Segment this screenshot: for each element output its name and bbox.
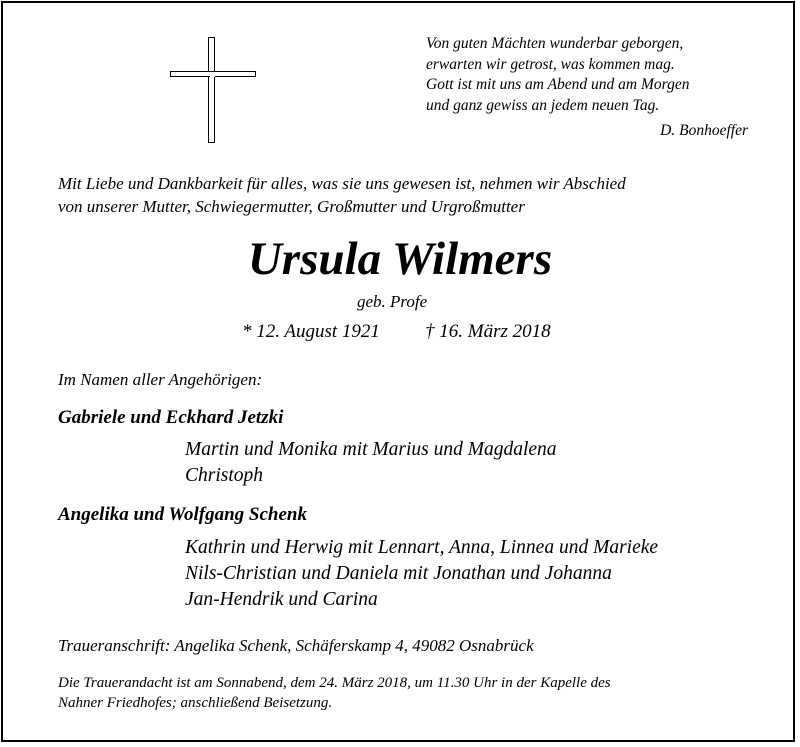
mourning-address: Traueranschrift: Angelika Schenk, Schäferskamp 4, 49082 Osnabrück xyxy=(58,636,534,655)
family-head: Gabriele und Eckhard Jetzki xyxy=(58,407,284,428)
intro-text xyxy=(58,172,626,218)
family-member-line: Christoph xyxy=(185,465,264,486)
family-members xyxy=(185,535,658,613)
family-head: Angelika und Wolfgang Schenk xyxy=(58,504,307,525)
intro-line: Mit Liebe und Dankbarkeit für alles, was sie uns gewesen ist, nehmen wir Abschied xyxy=(58,174,626,193)
service-line: Die Trauerandacht ist am Sonnabend, dem 24. März 2018, um 11.30 Uhr in der Kapelle des xyxy=(58,675,611,691)
poem-line: Von guten Mächten wunderbar geborgen, xyxy=(426,35,684,52)
poem-line: erwarten wir getrost, was kommen mag. xyxy=(426,55,675,73)
deceased-name: Ursula Wilmers xyxy=(247,233,553,285)
family-member-line: Martin und Monika mit Marius und Magdalena xyxy=(185,439,557,460)
poem xyxy=(426,34,690,116)
poem-author: D. Bonhoeffer xyxy=(660,122,748,139)
family-member-line: Nils-Christian und Daniela mit Jonathan und Johanna xyxy=(185,563,612,584)
intro-line: von unserer Mutter, Schwiegermutter, Großmutter und Urgroßmutter xyxy=(58,197,525,216)
on-behalf-label: Im Namen aller Angehörigen: xyxy=(58,370,263,389)
birth-date: * 12. August 1921 xyxy=(242,321,380,342)
family-members xyxy=(185,437,557,489)
family-member-line: Kathrin und Herwig mit Lennart, Anna, Linnea und Marieke xyxy=(185,537,659,558)
service-info xyxy=(58,673,611,713)
service-line: Nahner Friedhofes; anschließend Beisetzung. xyxy=(58,695,333,711)
family-member-line: Jan-Hendrik und Carina xyxy=(185,589,378,610)
cross-icon xyxy=(170,37,258,143)
death-date: † 16. März 2018 xyxy=(425,321,551,342)
poem-line: Gott ist mit uns am Abend und am Morgen xyxy=(426,76,690,93)
maiden-name: geb. Profe xyxy=(357,292,428,311)
poem-line: und ganz gewiss an jedem neuen Tag. xyxy=(426,96,660,114)
